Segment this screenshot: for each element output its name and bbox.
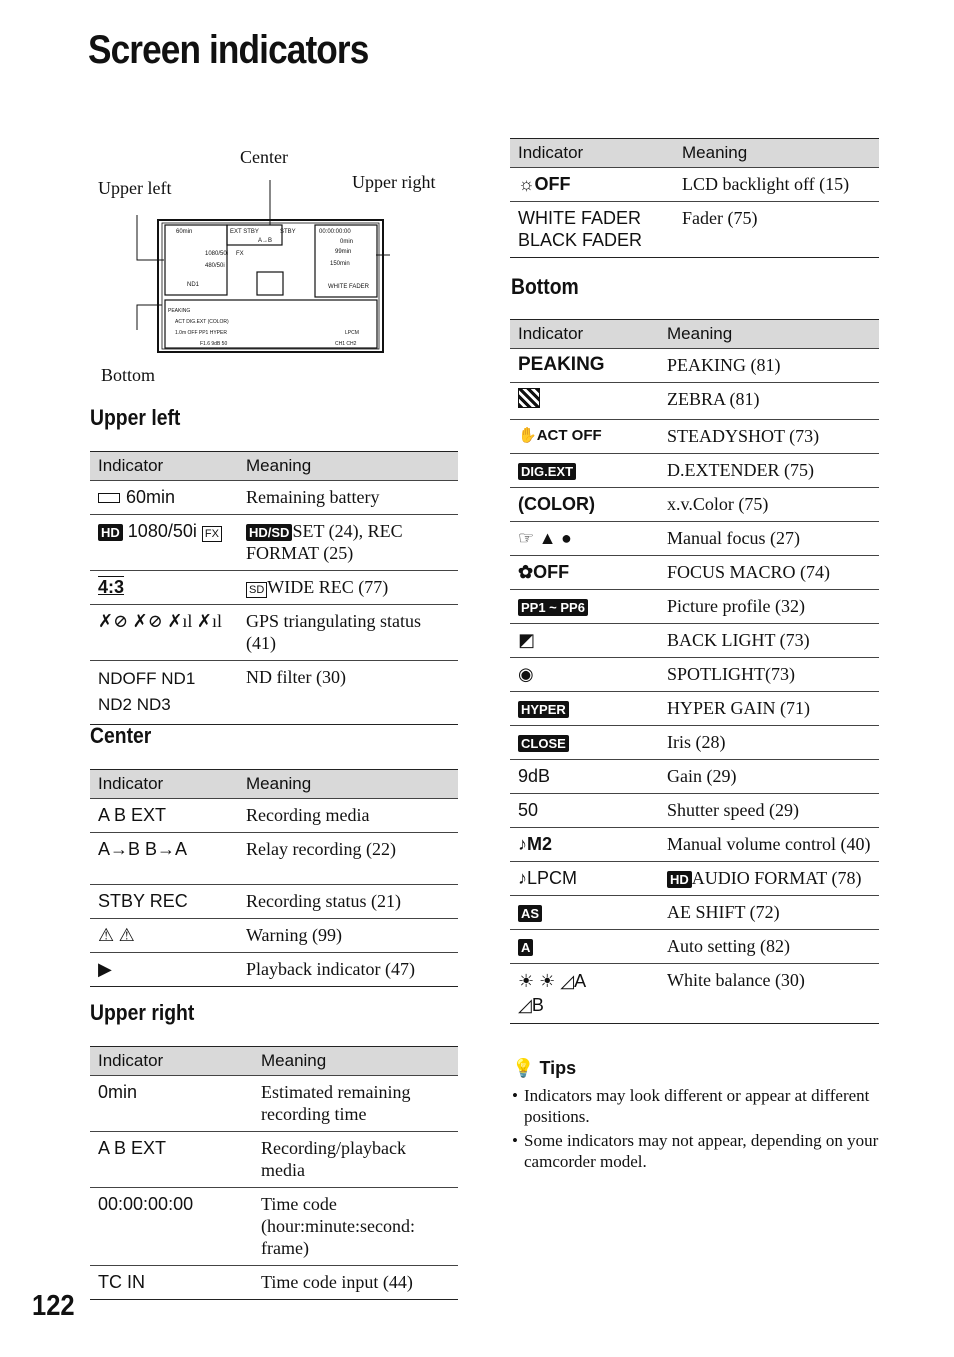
- table-row: [510, 383, 879, 420]
- table-row: [510, 202, 879, 258]
- table-row: [510, 420, 879, 454]
- zebra-icon: [518, 388, 540, 408]
- meaning-cell: ND filter (30): [238, 661, 458, 725]
- table-row: [510, 896, 879, 930]
- table-row: [510, 168, 879, 202]
- diagram-battery-text: 60min: [176, 229, 193, 235]
- indicator-cell: 0min: [90, 1076, 253, 1132]
- diagram-0min-text: 0min: [340, 239, 354, 245]
- tip-item: • Some indicators may not appear, depending on your camcorder model.: [524, 1130, 882, 1172]
- table-row: [510, 794, 879, 828]
- hd-icon: HD: [98, 524, 123, 541]
- meaning-cell: PEAKING (81): [659, 349, 879, 383]
- tip-item: • Indicators may look different or appear at different positions.: [524, 1085, 882, 1127]
- section-bottom-title: Bottom: [511, 274, 579, 299]
- indicator-cell: PP1 ~ PP6: [518, 599, 588, 616]
- page-number: 122: [32, 1290, 75, 1322]
- bottom-table: [510, 319, 879, 1024]
- indicator-cell: 00:00:00:00: [90, 1188, 253, 1266]
- table-row: [510, 349, 879, 383]
- table-row: [90, 661, 458, 725]
- backlight-icon: ◩: [518, 630, 536, 650]
- indicator-cell: AS: [518, 905, 542, 922]
- meaning-cell: Gain (29): [659, 760, 879, 794]
- tips-title: Tips: [539, 1058, 577, 1078]
- meaning-cell: Auto setting (82): [659, 930, 879, 964]
- table-row: [510, 828, 879, 862]
- meaning-cell: LCD backlight off (15): [674, 168, 879, 202]
- indicator-cell: 60min: [126, 487, 176, 507]
- col-indicator: Indicator: [510, 139, 674, 168]
- section-upper-right-title: Upper right: [90, 1000, 195, 1025]
- meaning-cell: Recording status (21): [238, 885, 458, 919]
- meaning-cell: ZEBRA (81): [659, 383, 879, 420]
- meaning-cell: Recording/playback media: [253, 1132, 458, 1188]
- warning-icon: ⚠ ⚠: [98, 925, 135, 945]
- indicator-cell: A: [518, 939, 533, 956]
- meaning-cell: White balance (30): [659, 964, 879, 1024]
- table-row: [90, 571, 458, 605]
- diagram-bottom-row3: F1.6 9dB 50: [200, 341, 228, 347]
- indicator-cell: OFF: [533, 562, 570, 582]
- indicator-cell: ACT OFF: [536, 427, 602, 444]
- diagram-150min-text: 150min: [330, 261, 350, 267]
- indicator-cell: WHITE FADER BLACK FADER: [510, 202, 674, 258]
- table-row: [90, 1132, 458, 1188]
- meaning-cell: D.EXTENDER (75): [659, 454, 879, 488]
- table-row: [510, 522, 879, 556]
- col-indicator: Indicator: [510, 320, 659, 349]
- indicator-cell: DIG.EXT: [518, 463, 576, 480]
- table-row: [510, 590, 879, 624]
- col-meaning: Meaning: [674, 139, 879, 168]
- diagram-stby-text: STBY: [280, 229, 296, 235]
- diagram-timecode-text: 00:00:00:00: [319, 229, 351, 235]
- meaning-cell: SET (24), REC FORMAT (25): [246, 521, 403, 563]
- col-indicator: Indicator: [90, 770, 238, 799]
- play-icon: ▶: [98, 959, 112, 979]
- steadyshot-icon: ✋: [518, 427, 537, 444]
- col-meaning: Meaning: [659, 320, 879, 349]
- indicator-cell: 1080/50i: [127, 521, 197, 541]
- page-title: Screen indicators: [88, 28, 369, 72]
- col-meaning: Meaning: [253, 1047, 458, 1076]
- indicator-cell: STBY REC: [90, 885, 238, 919]
- meaning-cell: Picture profile (32): [659, 590, 879, 624]
- col-meaning: Meaning: [238, 452, 458, 481]
- focus-macro-icon: ✿: [518, 562, 534, 582]
- diagram-fx-text: FX: [236, 251, 244, 257]
- diagram-peaking-text: PEAKING: [168, 308, 191, 314]
- table-row: [90, 953, 458, 987]
- indicator-cell: (COLOR): [510, 488, 659, 522]
- meaning-cell: AUDIO FORMAT (78): [691, 868, 862, 888]
- section-center-title: Center: [90, 723, 152, 748]
- meaning-cell: BACK LIGHT (73): [659, 624, 879, 658]
- table-row: [510, 556, 879, 590]
- indicator-cell: 50: [510, 794, 659, 828]
- label-center: Center: [240, 147, 288, 167]
- table-row: [510, 692, 879, 726]
- meaning-cell: Iris (28): [659, 726, 879, 760]
- indicator-cell: A B EXT: [90, 799, 238, 833]
- meaning-cell: Time code input (44): [253, 1266, 458, 1300]
- table-row: [90, 1266, 458, 1300]
- meaning-cell: Playback indicator (47): [238, 953, 458, 987]
- diagram-nd-text: ND1: [187, 282, 200, 288]
- meaning-cell: Fader (75): [674, 202, 879, 258]
- meaning-cell: AE SHIFT (72): [659, 896, 879, 930]
- table-row: [90, 833, 458, 885]
- table-row: [90, 481, 458, 515]
- meaning-cell: Shutter speed (29): [659, 794, 879, 828]
- table-row: [510, 658, 879, 692]
- table-row: [90, 885, 458, 919]
- audio-note-icon: ♪: [518, 868, 527, 888]
- meaning-cell: GPS triangulating status (41): [238, 605, 458, 661]
- table-row: [90, 515, 458, 571]
- indicator-cell: A B EXT: [90, 1132, 253, 1188]
- indicator-cell: 9dB: [510, 760, 659, 794]
- diagram-bottom-row2: 1.0m OFF PP1 HYPER: [175, 330, 227, 336]
- table-row: [510, 454, 879, 488]
- meaning-cell: Remaining battery: [238, 481, 458, 515]
- table-row: [510, 760, 879, 794]
- lightbulb-icon: 💡: [512, 1058, 535, 1078]
- meaning-cell: Manual volume control (40): [659, 828, 879, 862]
- label-upper-right: Upper right: [352, 172, 436, 192]
- lcd-screen-illustration: [130, 175, 390, 360]
- indicator-cell: TC IN: [90, 1266, 253, 1300]
- center-table: [90, 769, 458, 987]
- table-row: [90, 799, 458, 833]
- indicator-cell: M2: [527, 834, 553, 854]
- diagram-rec1-text: 1080/50i: [205, 251, 229, 257]
- meaning-cell: HYPER GAIN (71): [659, 692, 879, 726]
- table-row: [90, 1188, 458, 1266]
- indicator-extra: FX: [202, 526, 222, 542]
- diagram-relay-text: A→B: [258, 238, 273, 244]
- white-balance-icon: ☀ ☀ ◿A ◿B: [518, 971, 587, 1015]
- table-row: [510, 930, 879, 964]
- table-row: [90, 919, 458, 953]
- tips-box: [512, 1058, 882, 1175]
- label-upper-left: Upper left: [98, 178, 172, 198]
- top-right-table: [510, 138, 879, 258]
- indicator-cell: NDOFF ND1 ND2 ND3: [90, 661, 238, 725]
- diagram-ch-text: CH1 CH2: [335, 341, 357, 347]
- table-row: [510, 624, 879, 658]
- meaning-cell: Estimated remaining recording time: [253, 1076, 458, 1132]
- col-indicator: Indicator: [90, 1047, 253, 1076]
- upper-left-table: [90, 451, 458, 725]
- section-upper-left-title: Upper left: [90, 405, 181, 430]
- table-row: [510, 726, 879, 760]
- meaning-cell: Warning (99): [238, 919, 458, 953]
- indicator-cell: PEAKING: [510, 349, 659, 383]
- diagram-media-text: EXT STBY: [230, 229, 259, 235]
- diagram-lpcm-text: LPCM: [345, 330, 359, 336]
- meaning-cell: FOCUS MACRO (74): [659, 556, 879, 590]
- hd-icon: HD: [667, 871, 692, 888]
- table-row: [510, 964, 879, 1024]
- meaning-cell: Relay recording (22): [238, 833, 458, 885]
- indicator-cell: CLOSE: [518, 735, 569, 752]
- diagram-99min-text: 99min: [335, 249, 352, 255]
- col-indicator: Indicator: [90, 452, 238, 481]
- meaning-cell: Manual focus (27): [659, 522, 879, 556]
- indicator-cell: HYPER: [518, 701, 569, 718]
- table-row: [510, 488, 879, 522]
- manual-focus-icon: ☞ ▲ ●: [518, 528, 572, 548]
- meaning-cell: Time code (hour:minute:second: frame): [253, 1188, 458, 1266]
- hd-sd-icon: HD/SD: [246, 524, 292, 541]
- meaning-cell: x.v.Color (75): [659, 488, 879, 522]
- diagram-rec2-text: 480/50i: [205, 263, 225, 269]
- lcd-backlight-icon: ☼: [518, 174, 535, 194]
- meaning-cell: WIDE REC (77): [267, 577, 389, 597]
- meaning-cell: SPOTLIGHT(73): [659, 658, 879, 692]
- audio-note-icon: ♪: [518, 834, 527, 854]
- label-bottom: Bottom: [101, 365, 156, 385]
- indicator-cell: A→B B→A: [90, 833, 238, 885]
- meaning-cell: Recording media: [238, 799, 458, 833]
- table-row: [90, 1076, 458, 1132]
- gps-icon: ✗⊘ ✗⊘ ✗ıl ✗ıl: [98, 611, 222, 631]
- sd-icon: SD: [246, 582, 267, 598]
- spotlight-icon: ◉: [518, 664, 534, 684]
- table-row: [510, 862, 879, 896]
- col-meaning: Meaning: [238, 770, 458, 799]
- indicator-cell: 4:3: [90, 571, 238, 605]
- indicator-cell: LPCM: [527, 868, 578, 888]
- meaning-cell: STEADYSHOT (73): [659, 420, 879, 454]
- diagram-bottom-row1: ACT DIG.EXT (COLOR): [175, 319, 229, 325]
- diagram-fader-text: WHITE FADER: [328, 284, 370, 290]
- table-row: [90, 605, 458, 661]
- upper-right-table: [90, 1046, 458, 1300]
- indicator-cell: OFF: [534, 174, 571, 194]
- battery-icon: [98, 493, 120, 503]
